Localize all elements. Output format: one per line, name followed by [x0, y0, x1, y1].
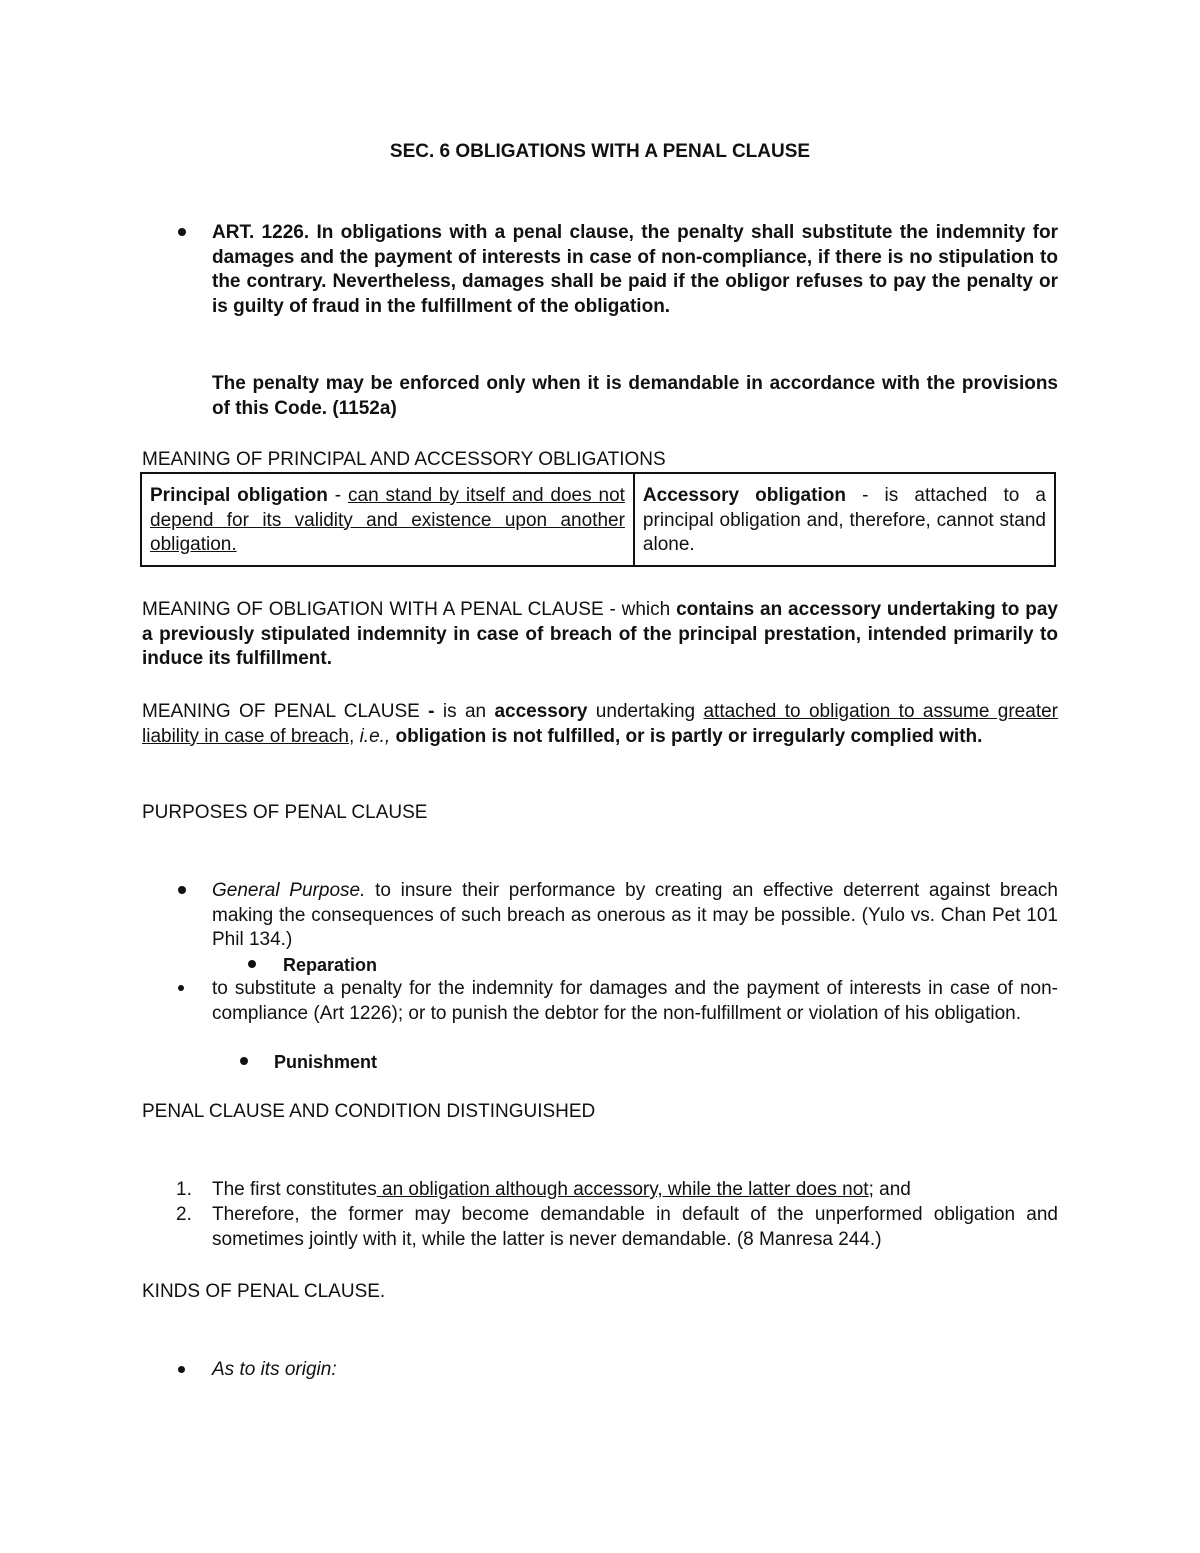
- obligations-table: [140, 472, 1056, 567]
- punishment-item: Punishment: [274, 1052, 378, 1072]
- article-1226-text-2: The penalty may be enforced only when it is demandable in accordance with the provisions of this Code. (1152a): [212, 373, 1058, 419]
- penal-clause-underlined: attached to obligation to assume greater liability in case of breach: [142, 701, 1058, 747]
- obligation-penal-paragraph: [142, 598, 1058, 672]
- distinguished-post: ; and: [868, 1179, 911, 1200]
- distinguished-pre: The first constitutes: [212, 1179, 377, 1200]
- obligation-penal-definition: contains an accessory undertaking to pay a previously stipulated indemnity in case of breach of the principal prestation, intended primarily to induce its fulfillment.: [142, 599, 1058, 669]
- accessory-definition: - is attached to a principal obligation and, therefore, cannot stand alone.: [642, 485, 1046, 555]
- penal-clause-paragraph: [142, 700, 1058, 749]
- bullet-icon: [178, 886, 186, 894]
- principal-term: Principal obligation: [150, 485, 328, 506]
- article-1226-text: ART. 1226. In obligations with a penal clause, the penalty shall substitute the indemnity for damages and the payment of interests in case of non-compliance, if there is no stipulation to the contrary. Nevertheless, damages shall be paid if the obligor refuses to pay the penalty or is guilty of fraud in the fulfillment of the obligation.: [212, 222, 1058, 317]
- general-purpose-item: [212, 879, 1058, 953]
- purposes-heading: PURPOSES OF PENAL CLAUSE: [142, 802, 428, 823]
- distinguished-heading: PENAL CLAUSE AND CONDITION DISTINGUISHED: [142, 1101, 596, 1122]
- general-purpose-text: to insure their performance by creating an effective deterrent against breach making the consequences of such breach as onerous as it may be possible. (Yulo vs. Chan Pet 101 Phil 134.): [212, 880, 1059, 950]
- penal-clause-ie: i.e.,: [359, 725, 391, 747]
- penal-clause-accessory: accessory: [494, 701, 588, 722]
- penal-clause-text: is an: [434, 701, 495, 722]
- penal-clause-bold: obligation is not fulfilled, or is partly or irregularly complied with.: [390, 725, 983, 747]
- penal-clause-text: undertaking: [587, 701, 704, 722]
- bullet-icon: [178, 985, 184, 991]
- principal-definition: can stand by itself and does not depend for its validity and existence upon another obligation.: [150, 485, 625, 555]
- bullet-icon: [178, 1366, 185, 1373]
- kinds-heading: KINDS OF PENAL CLAUSE.: [142, 1281, 386, 1302]
- penal-clause-text: ,: [349, 725, 360, 747]
- bullet-icon: [240, 1057, 248, 1065]
- accessory-obligation-cell: [635, 474, 1054, 565]
- obligation-penal-label: MEANING OF OBLIGATION WITH A PENAL CLAUSE - which: [142, 599, 677, 620]
- accessory-term: Accessory obligation: [642, 485, 846, 506]
- penal-clause-dash: -: [428, 701, 435, 722]
- principal-accessory-heading: MEANING OF PRINCIPAL AND ACCESSORY OBLIGATIONS: [142, 449, 666, 470]
- bullet-icon: [248, 960, 256, 968]
- list-number: 1.: [176, 1179, 192, 1200]
- bullet-icon: [178, 228, 186, 236]
- section-title: SEC. 6 OBLIGATIONS WITH A PENAL CLAUSE: [389, 141, 811, 162]
- distinguished-item-2: Therefore, the former may become demandable in default of the unperformed obligation and sometimes jointly with it, while the latter is never demandable. (8 Manresa 244.): [212, 1204, 1058, 1250]
- reparation-text: to substitute a penalty for the indemnity for damages and the payment of interests in case of non-compliance (Art 1226); or to punish the debtor for the non-fulfillment or violation of his obligation.: [212, 978, 1058, 1024]
- kinds-origin-item: As to its origin:: [212, 1359, 337, 1380]
- principal-obligation-cell: [142, 474, 635, 565]
- principal-separator: -: [327, 485, 349, 506]
- penal-clause-label: MEANING OF PENAL CLAUSE: [142, 701, 429, 722]
- distinguished-item-1: [212, 1178, 1058, 1203]
- list-number: 2.: [176, 1204, 192, 1225]
- distinguished-underlined: an obligation although accessory, while the latter does not: [376, 1179, 869, 1200]
- reparation-item: Reparation: [283, 955, 378, 975]
- general-purpose-label: General Purpose.: [212, 880, 366, 901]
